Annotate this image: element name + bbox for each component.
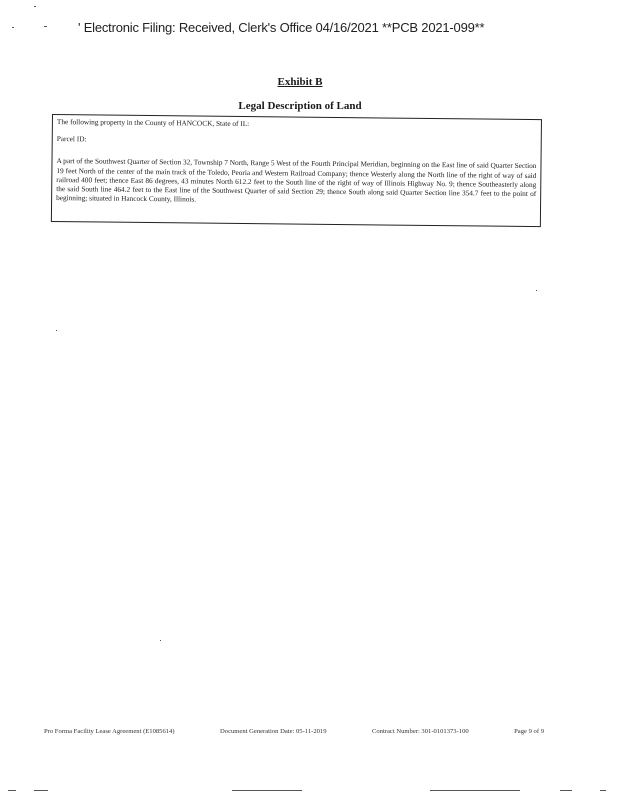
scan-speck — [430, 790, 520, 791]
scan-speck — [34, 790, 48, 791]
scan-speck — [56, 330, 57, 331]
scan-speck — [560, 790, 572, 791]
exhibit-title: Exhibit B — [277, 76, 323, 88]
legal-description-text: A part of the Southwest Quarter of Section 32, Township 7 North, Range 5 West of the Fourth Principal Meridian, beginning on the East line of said Quarter Section 19 feet North of the center of the main track of the Toledo, Peoria and Western Railroad Company; thence Westerly along the North line of the right of way of said railroad 400 feet; thence East 86 degrees, 43 minutes North 612.2 feet to the South line of the right of way of Illinois Highway No. 9; thence Southeasterly along the said South line 464.2 feet to the East line of the Southwest Quarter of said Section 29; thence South along said Quarter Section line 354.7 feet to the point of beginning; situated in Hancock County, Illinois. — [56, 156, 537, 204]
scan-speck — [160, 640, 161, 641]
scan-speck — [536, 290, 537, 291]
scan-speck — [12, 27, 14, 28]
legal-description-title: Legal Description of Land — [238, 100, 362, 112]
parcel-id-label: Parcel ID: — [56, 134, 87, 144]
scan-speck — [44, 26, 47, 27]
legal-description-box — [51, 114, 542, 227]
scan-speck — [8, 790, 16, 791]
footer-page-number: Page 9 of 9 — [514, 728, 544, 735]
scan-speck — [600, 790, 606, 791]
property-intro: The following property in the County of HANCOCK, State of IL: — [56, 117, 250, 129]
footer-contract-number: Contract Number: 301-0101373-100 — [371, 728, 469, 735]
scan-speck — [34, 6, 36, 7]
footer-generation-date: Document Generation Date: 05-11-2019 — [220, 728, 327, 735]
footer-agreement: Pro Forma Facility Lease Agreement (E1085614) — [44, 728, 175, 735]
filing-stamp: ' Electronic Filing: Received, Clerk's Office 04/16/2021 **PCB 2021-099** — [78, 20, 485, 35]
scan-speck — [232, 790, 302, 791]
page-footer — [44, 728, 544, 735]
